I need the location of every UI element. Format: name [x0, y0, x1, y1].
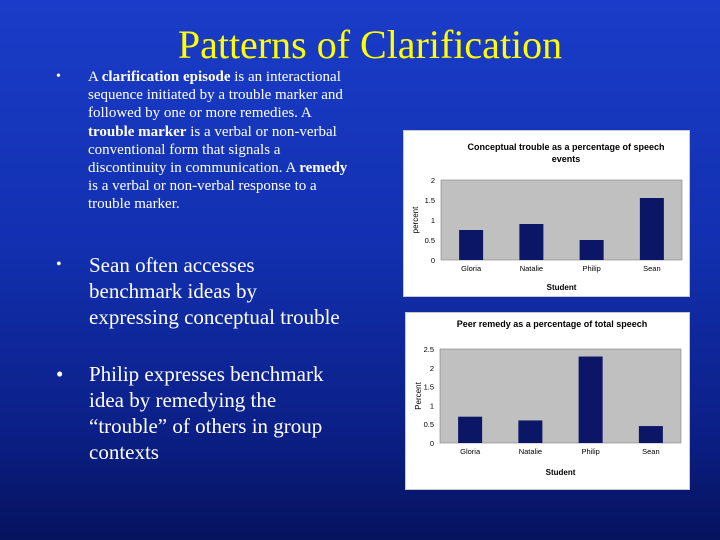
y-tick-label: 1 — [430, 216, 435, 225]
y-tick-label: 1.5 — [423, 382, 434, 392]
text-run: A — [88, 69, 102, 85]
bar-chart-svg — [404, 131, 689, 296]
x-tick-label: Sean — [643, 264, 661, 273]
x-tick-label: Sean — [642, 447, 660, 456]
term-clarification-episode: clarification episode — [101, 69, 231, 85]
y-tick-label: 0.5 — [424, 236, 435, 245]
term-trouble-marker: trouble marker — [88, 123, 187, 140]
y-tick-label: 0.5 — [423, 420, 434, 430]
bar — [639, 426, 663, 443]
bar — [458, 417, 482, 443]
bullet-marker: • — [56, 256, 62, 273]
y-tick-label: 0 — [429, 439, 434, 448]
text-run: is an interactional sequence initiated by a trouble marker and followed by one or more remedies. A — [88, 69, 343, 122]
chart-title: Peer remedy as a percentage of total speech — [456, 319, 648, 329]
chart-title: events — [551, 154, 581, 164]
y-tick-label: 1 — [429, 401, 434, 411]
bar — [580, 240, 604, 260]
x-tick-label: Philip — [581, 447, 600, 456]
bar — [459, 230, 483, 260]
bullet-marker: • — [56, 362, 64, 386]
x-tick-label: Natalie — [518, 447, 543, 456]
chart-peer-remedy — [405, 312, 690, 490]
x-tick-label: Philip — [582, 264, 601, 273]
y-tick-label: 0 — [430, 256, 435, 265]
y-axis-label: percent — [411, 206, 420, 234]
y-tick-label: 1.5 — [424, 196, 435, 205]
bullet-text: Philip expresses benchmark idea by remedying the “trouble” of others in group contexts — [89, 362, 324, 464]
bar-chart-svg — [406, 313, 689, 489]
bullet-text: Sean often accesses benchmark ideas by expressing conceptual trouble — [89, 253, 340, 329]
bar — [579, 357, 603, 443]
y-tick-label: 2 — [429, 363, 434, 373]
text-run: is a verbal or non-verbal response to a trouble marker. — [88, 178, 317, 213]
chart-title: Conceptual trouble as a percentage of speech — [467, 142, 665, 152]
x-tick-label: Natalie — [519, 264, 544, 273]
x-tick-label: Gloria — [460, 447, 481, 456]
y-tick-label: 2.5 — [423, 345, 434, 354]
bar — [640, 198, 664, 260]
bar — [518, 420, 542, 443]
term-remedy: remedy — [299, 160, 348, 177]
y-axis-label: Percent — [414, 382, 423, 410]
x-axis-label: Student — [545, 468, 576, 477]
slide-title: Patterns of Clarification — [177, 22, 563, 67]
bullet-text — [88, 68, 353, 214]
bar — [519, 224, 543, 260]
x-axis-label: Student — [546, 283, 577, 292]
text-run: is a verbal or non-verbal conventional form that signals a discontinuity in communication. A — [88, 123, 337, 177]
bullet-marker: • — [56, 69, 61, 84]
x-tick-label: Gloria — [461, 264, 482, 273]
chart-conceptual-trouble — [403, 130, 690, 297]
y-tick-label: 2 — [430, 176, 435, 185]
